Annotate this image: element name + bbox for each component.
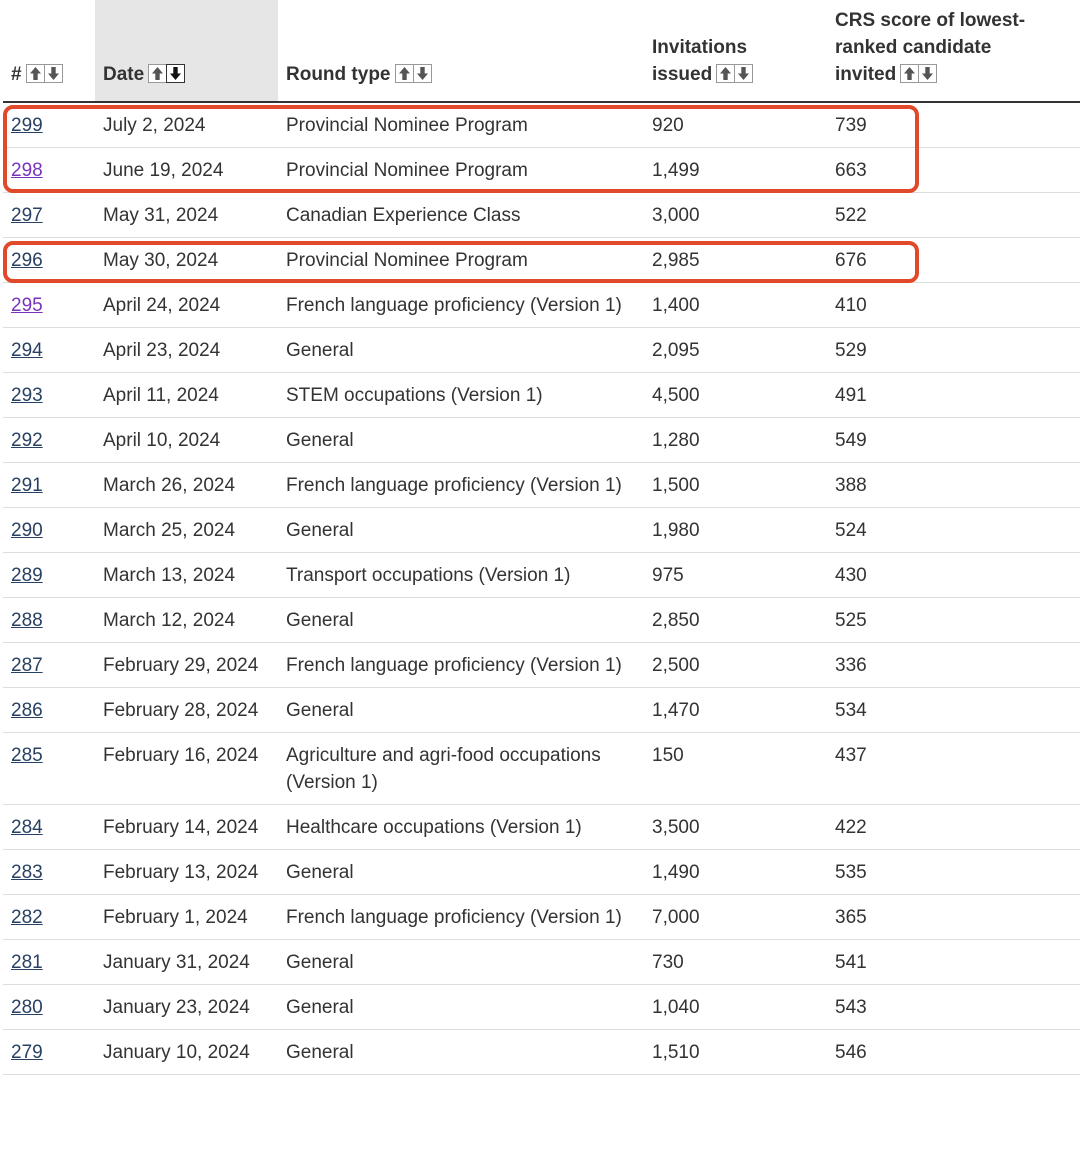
round-number-link[interactable]: 299 <box>11 115 43 136</box>
cell-date: April 24, 2024 <box>95 283 278 328</box>
cell-number <box>3 283 95 328</box>
cell-round-type: General <box>278 508 644 553</box>
column-header-round-type <box>278 0 644 102</box>
cell-date: July 2, 2024 <box>95 102 278 148</box>
round-number-link[interactable]: 291 <box>11 475 43 496</box>
sort-controls-crs-score <box>900 64 936 91</box>
cell-round-type: Transport occupations (Version 1) <box>278 553 644 598</box>
cell-round-type: General <box>278 328 644 373</box>
sort-ascending-button-number[interactable] <box>26 64 45 83</box>
cell-number <box>3 643 95 688</box>
cell-invitations: 975 <box>644 553 827 598</box>
cell-number <box>3 418 95 463</box>
table-row <box>3 102 1080 148</box>
cell-date: March 26, 2024 <box>95 463 278 508</box>
cell-round-type: General <box>278 418 644 463</box>
cell-number <box>3 805 95 850</box>
round-number-link[interactable]: 293 <box>11 385 43 406</box>
cell-number <box>3 373 95 418</box>
cell-invitations: 1,280 <box>644 418 827 463</box>
table-row <box>3 283 1080 328</box>
cell-number <box>3 985 95 1030</box>
cell-crs-score: 549 <box>827 418 1080 463</box>
column-header-crs-label-line1: CRS score of lowest- <box>835 10 1026 31</box>
cell-crs-score: 543 <box>827 985 1080 1030</box>
sort-descending-button-number[interactable] <box>44 64 63 83</box>
round-number-link[interactable]: 283 <box>11 862 43 883</box>
cell-date: April 23, 2024 <box>95 328 278 373</box>
cell-invitations: 2,850 <box>644 598 827 643</box>
cell-invitations: 1,980 <box>644 508 827 553</box>
cell-number <box>3 463 95 508</box>
arrow-down-icon <box>415 66 430 81</box>
cell-crs-score: 663 <box>827 148 1080 193</box>
cell-round-type: General <box>278 850 644 895</box>
cell-round-type: Canadian Experience Class <box>278 193 644 238</box>
cell-number <box>3 598 95 643</box>
cell-invitations: 2,985 <box>644 238 827 283</box>
arrow-down-icon <box>736 66 751 81</box>
table-row <box>3 373 1080 418</box>
cell-number <box>3 1030 95 1075</box>
cell-date: March 12, 2024 <box>95 598 278 643</box>
cell-round-type: General <box>278 940 644 985</box>
sort-descending-button-date[interactable] <box>166 64 185 83</box>
column-header-round-type-label: Round type <box>286 64 391 85</box>
column-header-date-label: Date <box>103 64 145 85</box>
cell-crs-score: 430 <box>827 553 1080 598</box>
cell-invitations: 1,470 <box>644 688 827 733</box>
cell-crs-score: 534 <box>827 688 1080 733</box>
table-row <box>3 643 1080 688</box>
cell-invitations: 3,500 <box>644 805 827 850</box>
cell-date: March 13, 2024 <box>95 553 278 598</box>
arrow-up-icon <box>150 66 165 81</box>
table-row <box>3 733 1080 805</box>
cell-round-type: French language proficiency (Version 1) <box>278 463 644 508</box>
cell-invitations: 730 <box>644 940 827 985</box>
round-number-link[interactable]: 288 <box>11 610 43 631</box>
table-row <box>3 553 1080 598</box>
cell-date: February 13, 2024 <box>95 850 278 895</box>
cell-crs-score: 522 <box>827 193 1080 238</box>
cell-date: May 30, 2024 <box>95 238 278 283</box>
column-header-invitations <box>644 0 827 102</box>
column-header-invitations-label-line1: Invitations <box>652 37 748 58</box>
cell-crs-score: 491 <box>827 373 1080 418</box>
sort-controls-number <box>26 64 62 91</box>
round-number-link[interactable]: 296 <box>11 250 43 271</box>
round-number-link[interactable]: 281 <box>11 952 43 973</box>
cell-number <box>3 733 95 805</box>
cell-date: January 23, 2024 <box>95 985 278 1030</box>
sort-ascending-button-invitations[interactable] <box>716 64 735 83</box>
cell-number <box>3 940 95 985</box>
column-header-date <box>95 0 278 102</box>
arrow-up-icon <box>718 66 733 81</box>
table-row <box>3 598 1080 643</box>
sort-controls-date <box>148 64 184 91</box>
cell-date: February 14, 2024 <box>95 805 278 850</box>
column-header-crs-label-line3: invited <box>835 64 897 85</box>
cell-invitations: 1,040 <box>644 985 827 1030</box>
column-header-crs-score <box>827 0 1080 102</box>
sort-descending-button-invitations[interactable] <box>734 64 753 83</box>
sort-controls-round-type <box>395 64 431 91</box>
sort-descending-button-crs-score[interactable] <box>918 64 937 83</box>
cell-date: January 10, 2024 <box>95 1030 278 1075</box>
cell-number <box>3 102 95 148</box>
table-row <box>3 688 1080 733</box>
cell-number <box>3 508 95 553</box>
cell-date: May 31, 2024 <box>95 193 278 238</box>
cell-crs-score: 676 <box>827 238 1080 283</box>
column-header-number-label: # <box>11 64 22 85</box>
cell-invitations: 1,490 <box>644 850 827 895</box>
table-row <box>3 850 1080 895</box>
table-row <box>3 148 1080 193</box>
table-row <box>3 193 1080 238</box>
column-header-invitations-label-line2: issued <box>652 64 713 85</box>
cell-number <box>3 238 95 283</box>
cell-invitations: 4,500 <box>644 373 827 418</box>
arrow-up-icon <box>28 66 43 81</box>
cell-round-type: General <box>278 985 644 1030</box>
cell-invitations: 2,500 <box>644 643 827 688</box>
cell-round-type: General <box>278 598 644 643</box>
cell-crs-score: 365 <box>827 895 1080 940</box>
cell-crs-score: 525 <box>827 598 1080 643</box>
table-row <box>3 418 1080 463</box>
cell-date: February 1, 2024 <box>95 895 278 940</box>
cell-crs-score: 437 <box>827 733 1080 805</box>
table-body <box>3 102 1080 1075</box>
round-number-link[interactable]: 282 <box>11 907 43 928</box>
cell-number <box>3 850 95 895</box>
round-number-link[interactable]: 298 <box>11 160 43 181</box>
round-number-link[interactable]: 294 <box>11 340 43 361</box>
cell-number <box>3 328 95 373</box>
cell-number <box>3 895 95 940</box>
round-number-link[interactable]: 285 <box>11 745 43 766</box>
cell-crs-score: 524 <box>827 508 1080 553</box>
round-number-link[interactable]: 295 <box>11 295 43 316</box>
sort-descending-button-round-type[interactable] <box>413 64 432 83</box>
cell-number <box>3 688 95 733</box>
table-row <box>3 805 1080 850</box>
table-row <box>3 508 1080 553</box>
header-row <box>3 0 1080 102</box>
cell-date: February 16, 2024 <box>95 733 278 805</box>
arrow-down-icon <box>46 66 61 81</box>
cell-date: February 29, 2024 <box>95 643 278 688</box>
cell-round-type: Provincial Nominee Program <box>278 102 644 148</box>
table-row <box>3 1030 1080 1075</box>
cell-invitations: 1,499 <box>644 148 827 193</box>
cell-number <box>3 193 95 238</box>
cell-invitations: 150 <box>644 733 827 805</box>
sort-ascending-button-crs-score[interactable] <box>900 64 919 83</box>
cell-round-type: Agriculture and agri-food occupations (Version 1) <box>278 733 644 805</box>
cell-invitations: 7,000 <box>644 895 827 940</box>
cell-invitations: 1,500 <box>644 463 827 508</box>
table-row <box>3 985 1080 1030</box>
cell-invitations: 1,400 <box>644 283 827 328</box>
cell-date: April 11, 2024 <box>95 373 278 418</box>
cell-crs-score: 410 <box>827 283 1080 328</box>
round-number-link[interactable]: 284 <box>11 817 43 838</box>
table-row <box>3 328 1080 373</box>
cell-invitations: 920 <box>644 102 827 148</box>
arrow-up-icon <box>397 66 412 81</box>
cell-crs-score: 739 <box>827 102 1080 148</box>
cell-number <box>3 553 95 598</box>
cell-date: January 31, 2024 <box>95 940 278 985</box>
round-number-link[interactable]: 279 <box>11 1042 43 1063</box>
sort-ascending-button-round-type[interactable] <box>395 64 414 83</box>
cell-crs-score: 535 <box>827 850 1080 895</box>
cell-crs-score: 541 <box>827 940 1080 985</box>
cell-round-type: General <box>278 1030 644 1075</box>
cell-number <box>3 148 95 193</box>
cell-round-type: General <box>278 688 644 733</box>
cell-date: June 19, 2024 <box>95 148 278 193</box>
sort-ascending-button-date[interactable] <box>148 64 167 83</box>
cell-round-type: Provincial Nominee Program <box>278 238 644 283</box>
cell-invitations: 2,095 <box>644 328 827 373</box>
cell-invitations: 1,510 <box>644 1030 827 1075</box>
round-number-link[interactable]: 292 <box>11 430 43 451</box>
cell-crs-score: 388 <box>827 463 1080 508</box>
cell-crs-score: 336 <box>827 643 1080 688</box>
cell-crs-score: 529 <box>827 328 1080 373</box>
cell-round-type: Provincial Nominee Program <box>278 148 644 193</box>
arrow-down-icon <box>168 66 183 81</box>
column-header-crs-label-line2: ranked candidate <box>835 37 992 58</box>
cell-date: March 25, 2024 <box>95 508 278 553</box>
round-number-link[interactable]: 287 <box>11 655 43 676</box>
cell-round-type: French language proficiency (Version 1) <box>278 895 644 940</box>
table-row <box>3 463 1080 508</box>
table-row <box>3 940 1080 985</box>
arrow-up-icon <box>902 66 917 81</box>
cell-round-type: STEM occupations (Version 1) <box>278 373 644 418</box>
column-header-number <box>3 0 95 102</box>
table-header <box>3 0 1080 102</box>
cell-date: April 10, 2024 <box>95 418 278 463</box>
round-number-link[interactable]: 297 <box>11 205 43 226</box>
round-number-link[interactable]: 286 <box>11 700 43 721</box>
round-number-link[interactable]: 290 <box>11 520 43 541</box>
cell-crs-score: 546 <box>827 1030 1080 1075</box>
cell-invitations: 3,000 <box>644 193 827 238</box>
round-number-link[interactable]: 289 <box>11 565 43 586</box>
cell-round-type: French language proficiency (Version 1) <box>278 283 644 328</box>
cell-crs-score: 422 <box>827 805 1080 850</box>
table-row <box>3 895 1080 940</box>
round-number-link[interactable]: 280 <box>11 997 43 1018</box>
rounds-table <box>3 0 1080 1075</box>
sort-controls-invitations <box>716 64 752 91</box>
cell-date: February 28, 2024 <box>95 688 278 733</box>
table-row <box>3 238 1080 283</box>
arrow-down-icon <box>920 66 935 81</box>
cell-round-type: Healthcare occupations (Version 1) <box>278 805 644 850</box>
cell-round-type: French language proficiency (Version 1) <box>278 643 644 688</box>
